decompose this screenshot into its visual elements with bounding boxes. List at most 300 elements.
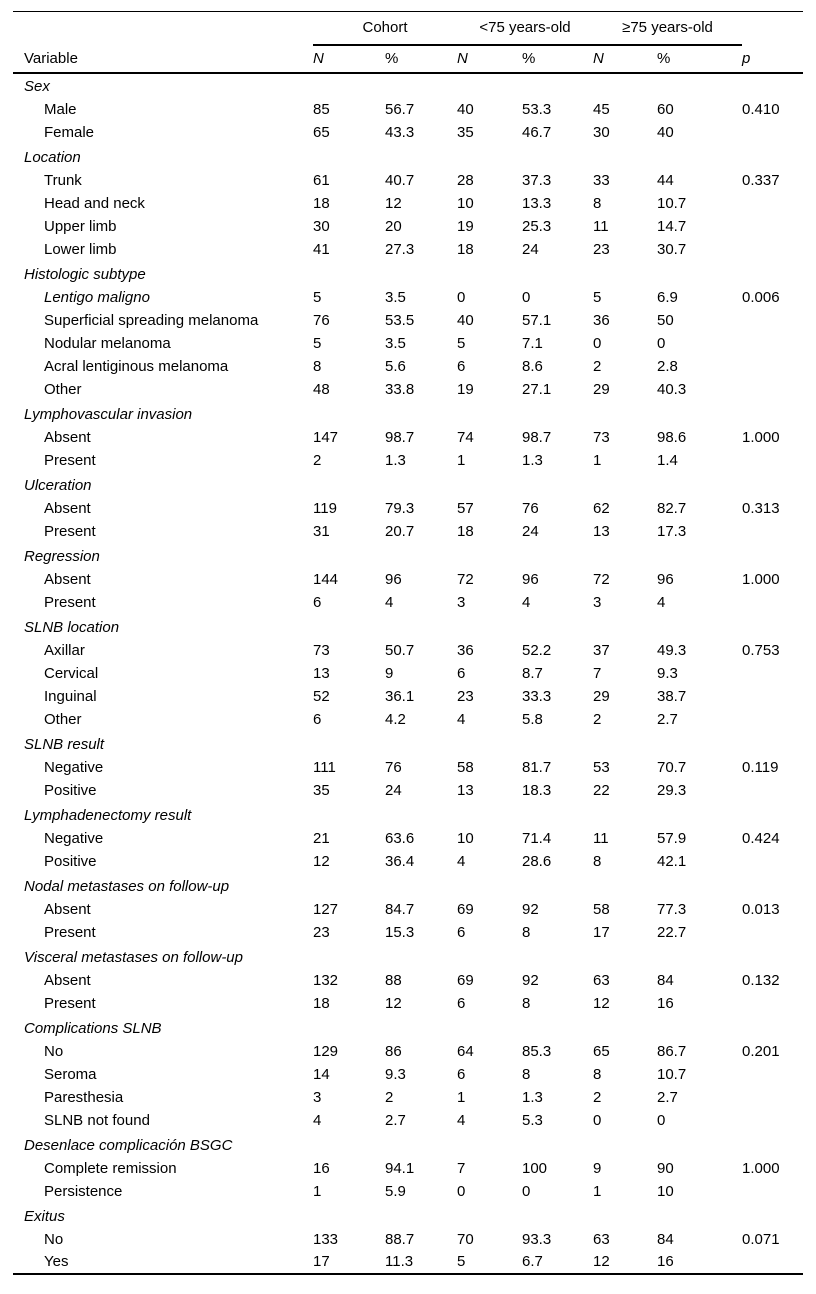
n-cohort: 5 bbox=[313, 334, 322, 352]
n-over75: 1 bbox=[593, 1182, 602, 1200]
n-over75: 63 bbox=[593, 971, 610, 989]
pct-over75: 0 bbox=[657, 1111, 666, 1129]
n-under75: 1 bbox=[457, 1088, 466, 1106]
pct-under75: 0 bbox=[522, 1182, 531, 1200]
n-cohort: 3 bbox=[313, 1088, 322, 1106]
section-header-row bbox=[13, 261, 803, 286]
pct-cohort: 98.7 bbox=[385, 428, 415, 446]
group-header-spacer bbox=[13, 12, 313, 45]
p-value bbox=[742, 591, 803, 614]
pct-over75: 40 bbox=[657, 123, 674, 141]
pct-cohort: 63.6 bbox=[385, 829, 415, 847]
pct-over75: 16 bbox=[657, 994, 674, 1012]
n-under75: 6 bbox=[457, 357, 466, 375]
pct-over75: 29.3 bbox=[657, 781, 687, 799]
pct-over75: 16 bbox=[657, 1253, 674, 1270]
n-cohort: 41 bbox=[313, 240, 330, 258]
pct-over75: 90 bbox=[657, 1159, 674, 1177]
n-under75: 18 bbox=[457, 240, 474, 258]
p-value: 0.313 bbox=[742, 499, 780, 517]
row-label: Absent bbox=[44, 499, 91, 517]
n-over75: 9 bbox=[593, 1159, 602, 1177]
n-cohort: 14 bbox=[313, 1065, 330, 1083]
pct-cohort: 27.3 bbox=[385, 240, 415, 258]
pct-cohort: 4 bbox=[385, 593, 394, 611]
data-row bbox=[13, 850, 803, 873]
n-over75: 12 bbox=[593, 994, 610, 1012]
n-under75: 35 bbox=[457, 123, 474, 141]
n-over75: 2 bbox=[593, 1088, 602, 1106]
data-row bbox=[13, 121, 803, 144]
n-under75: 70 bbox=[457, 1230, 474, 1248]
n-cohort: 111 bbox=[313, 758, 336, 776]
p-value: 0.006 bbox=[742, 288, 780, 306]
n-over75: 29 bbox=[593, 687, 610, 705]
section-header-row bbox=[13, 1132, 803, 1157]
n-cohort: 61 bbox=[313, 171, 330, 189]
pct-under75: 93.3 bbox=[522, 1230, 552, 1248]
pct-cohort: 20 bbox=[385, 217, 402, 235]
pct-under75: 76 bbox=[522, 499, 539, 517]
pct-cohort: 9 bbox=[385, 664, 394, 682]
column-header-n-under75: N bbox=[457, 45, 522, 73]
n-over75: 8 bbox=[593, 194, 602, 212]
pct-cohort: 12 bbox=[385, 994, 402, 1012]
p-value bbox=[742, 662, 803, 685]
n-under75: 10 bbox=[457, 194, 474, 212]
n-under75: 6 bbox=[457, 664, 466, 682]
pct-cohort: 1.3 bbox=[385, 451, 406, 469]
pct-cohort: 33.8 bbox=[385, 380, 415, 398]
row-label: Trunk bbox=[44, 171, 82, 189]
n-cohort: 16 bbox=[313, 1159, 330, 1177]
n-over75: 63 bbox=[593, 1230, 610, 1248]
data-row bbox=[13, 1109, 803, 1132]
n-over75: 12 bbox=[593, 1253, 610, 1270]
n-over75: 7 bbox=[593, 664, 602, 682]
row-label: Inguinal bbox=[44, 687, 97, 705]
n-under75: 74 bbox=[457, 428, 474, 446]
data-row bbox=[13, 591, 803, 614]
n-under75: 69 bbox=[457, 900, 474, 918]
row-label: Absent bbox=[44, 428, 91, 446]
section-title: Histologic subtype bbox=[24, 265, 146, 283]
pct-under75: 46.7 bbox=[522, 123, 552, 141]
n-under75: 0 bbox=[457, 1182, 466, 1200]
pct-over75: 6.9 bbox=[657, 288, 678, 306]
n-under75: 6 bbox=[457, 923, 466, 941]
pct-cohort: 84.7 bbox=[385, 900, 415, 918]
group-header-p-spacer bbox=[742, 12, 803, 45]
n-cohort: 23 bbox=[313, 923, 330, 941]
n-over75: 33 bbox=[593, 171, 610, 189]
row-label: Other bbox=[44, 710, 82, 728]
pct-under75: 33.3 bbox=[522, 687, 552, 705]
pct-cohort: 15.3 bbox=[385, 923, 415, 941]
pct-over75: 0 bbox=[657, 334, 666, 352]
pct-over75: 57.9 bbox=[657, 829, 687, 847]
row-label: Nodular melanoma bbox=[44, 334, 171, 352]
data-row bbox=[13, 378, 803, 401]
n-cohort: 18 bbox=[313, 194, 330, 212]
n-cohort: 133 bbox=[313, 1230, 339, 1248]
pct-under75: 100 bbox=[522, 1159, 548, 1177]
p-value bbox=[742, 215, 803, 238]
section-title: Desenlace complicación BSGC bbox=[24, 1136, 233, 1154]
p-value bbox=[742, 1086, 803, 1109]
row-label: Present bbox=[44, 451, 96, 469]
pct-under75: 52.2 bbox=[522, 641, 552, 659]
pct-under75: 0 bbox=[522, 288, 531, 306]
n-over75: 62 bbox=[593, 499, 610, 517]
n-under75: 19 bbox=[457, 380, 474, 398]
pct-cohort: 36.4 bbox=[385, 852, 415, 870]
data-row bbox=[13, 286, 803, 309]
n-cohort: 31 bbox=[313, 522, 330, 540]
pct-cohort: 43.3 bbox=[385, 123, 415, 141]
n-cohort: 132 bbox=[313, 971, 339, 989]
pct-cohort: 40.7 bbox=[385, 171, 415, 189]
n-cohort: 2 bbox=[313, 451, 322, 469]
section-header-row bbox=[13, 614, 803, 639]
pct-under75: 6.7 bbox=[522, 1253, 543, 1270]
pct-cohort: 94.1 bbox=[385, 1159, 415, 1177]
pct-cohort: 5.9 bbox=[385, 1182, 406, 1200]
row-label: Present bbox=[44, 923, 96, 941]
row-label: Axillar bbox=[44, 641, 85, 659]
pct-cohort: 88 bbox=[385, 971, 402, 989]
pct-under75: 71.4 bbox=[522, 829, 552, 847]
n-under75: 19 bbox=[457, 217, 474, 235]
p-value: 0.424 bbox=[742, 829, 780, 847]
pct-under75: 5.3 bbox=[522, 1111, 543, 1129]
n-under75: 57 bbox=[457, 499, 474, 517]
pct-cohort: 36.1 bbox=[385, 687, 415, 705]
pct-under75: 8 bbox=[522, 923, 531, 941]
p-value bbox=[742, 779, 803, 802]
row-label: Present bbox=[44, 994, 96, 1012]
section-title: Lymphadenectomy result bbox=[24, 806, 192, 824]
data-row bbox=[13, 921, 803, 944]
n-under75: 1 bbox=[457, 451, 466, 469]
pct-cohort: 5.6 bbox=[385, 357, 406, 375]
section-title: Nodal metastases on follow-up bbox=[24, 877, 230, 895]
section-title: Sex bbox=[24, 78, 50, 95]
pct-under75: 96 bbox=[522, 570, 539, 588]
n-under75: 72 bbox=[457, 570, 474, 588]
p-value bbox=[742, 332, 803, 355]
p-value bbox=[742, 378, 803, 401]
row-label: Negative bbox=[44, 758, 104, 776]
p-value bbox=[742, 192, 803, 215]
n-over75: 0 bbox=[593, 1111, 602, 1129]
data-row bbox=[13, 708, 803, 731]
pct-under75: 8.7 bbox=[522, 664, 543, 682]
pct-cohort: 4.2 bbox=[385, 710, 406, 728]
pct-under75: 92 bbox=[522, 971, 539, 989]
section-title: Location bbox=[24, 148, 81, 166]
data-row bbox=[13, 520, 803, 543]
pct-cohort: 24 bbox=[385, 781, 402, 799]
pct-under75: 5.8 bbox=[522, 710, 543, 728]
n-under75: 23 bbox=[457, 687, 474, 705]
data-row bbox=[13, 779, 803, 802]
p-value: 1.000 bbox=[742, 428, 780, 446]
row-label: Absent bbox=[44, 971, 91, 989]
column-header-n-cohort: N bbox=[313, 45, 385, 73]
row-label: Acral lentiginous melanoma bbox=[44, 357, 229, 375]
pct-under75: 37.3 bbox=[522, 171, 552, 189]
pct-under75: 18.3 bbox=[522, 781, 552, 799]
table-body bbox=[13, 73, 803, 1274]
n-under75: 28 bbox=[457, 171, 474, 189]
pct-under75: 53.3 bbox=[522, 100, 552, 118]
pct-under75: 8.6 bbox=[522, 357, 543, 375]
n-cohort: 6 bbox=[313, 710, 322, 728]
pct-over75: 44 bbox=[657, 171, 674, 189]
data-row bbox=[13, 1086, 803, 1109]
n-over75: 8 bbox=[593, 1065, 602, 1083]
n-over75: 37 bbox=[593, 641, 610, 659]
column-header-p: p bbox=[742, 45, 803, 73]
group-header-row bbox=[13, 12, 803, 45]
pct-over75: 84 bbox=[657, 971, 674, 989]
n-over75: 65 bbox=[593, 1042, 610, 1060]
section-header-row bbox=[13, 1015, 803, 1040]
pct-cohort: 20.7 bbox=[385, 522, 415, 540]
row-label: Present bbox=[44, 593, 96, 611]
n-over75: 30 bbox=[593, 123, 610, 141]
p-value bbox=[742, 1251, 803, 1274]
n-under75: 6 bbox=[457, 1065, 466, 1083]
pct-over75: 60 bbox=[657, 100, 674, 118]
section-title: Visceral metastases on follow-up bbox=[24, 948, 243, 966]
data-row bbox=[13, 1251, 803, 1274]
patient-characteristics-table bbox=[13, 11, 803, 1275]
p-value bbox=[742, 1063, 803, 1086]
n-cohort: 76 bbox=[313, 311, 330, 329]
data-row bbox=[13, 449, 803, 472]
section-header-row bbox=[13, 944, 803, 969]
n-under75: 13 bbox=[457, 781, 474, 799]
p-value bbox=[742, 309, 803, 332]
pct-under75: 1.3 bbox=[522, 1088, 543, 1106]
n-cohort: 18 bbox=[313, 994, 330, 1012]
column-header-variable: Variable bbox=[13, 45, 313, 73]
data-row bbox=[13, 1180, 803, 1203]
n-over75: 53 bbox=[593, 758, 610, 776]
row-label: Persistence bbox=[44, 1182, 123, 1200]
n-over75: 5 bbox=[593, 288, 602, 306]
pct-over75: 40.3 bbox=[657, 380, 687, 398]
group-header-over75: ≥75 years-old bbox=[593, 12, 742, 45]
n-cohort: 4 bbox=[313, 1111, 322, 1129]
pct-over75: 98.6 bbox=[657, 428, 687, 446]
column-header-pct-cohort: % bbox=[385, 45, 457, 73]
row-label: Female bbox=[44, 123, 95, 141]
p-value: 0.337 bbox=[742, 171, 780, 189]
p-value: 0.071 bbox=[742, 1230, 780, 1248]
n-over75: 2 bbox=[593, 710, 602, 728]
data-row bbox=[13, 309, 803, 332]
pct-cohort: 53.5 bbox=[385, 311, 415, 329]
row-label: Seroma bbox=[44, 1065, 97, 1083]
n-cohort: 6 bbox=[313, 593, 322, 611]
p-value bbox=[742, 355, 803, 378]
p-value bbox=[742, 121, 803, 144]
row-label: Lentigo maligno bbox=[44, 288, 150, 306]
n-over75: 22 bbox=[593, 781, 610, 799]
pct-over75: 17.3 bbox=[657, 522, 687, 540]
pct-over75: 86.7 bbox=[657, 1042, 687, 1060]
pct-over75: 77.3 bbox=[657, 900, 687, 918]
data-row bbox=[13, 1157, 803, 1180]
p-value bbox=[742, 1109, 803, 1132]
pct-over75: 2.7 bbox=[657, 1088, 678, 1106]
section-header-row bbox=[13, 1203, 803, 1228]
p-value: 0.132 bbox=[742, 971, 780, 989]
n-cohort: 12 bbox=[313, 852, 330, 870]
pct-cohort: 9.3 bbox=[385, 1065, 406, 1083]
pct-cohort: 88.7 bbox=[385, 1230, 415, 1248]
n-cohort: 5 bbox=[313, 288, 322, 306]
p-value: 0.119 bbox=[742, 758, 779, 776]
n-under75: 4 bbox=[457, 710, 466, 728]
pct-over75: 4 bbox=[657, 593, 666, 611]
pct-cohort: 11.3 bbox=[385, 1253, 414, 1270]
row-label: Positive bbox=[44, 852, 97, 870]
n-cohort: 30 bbox=[313, 217, 330, 235]
n-over75: 17 bbox=[593, 923, 610, 941]
n-over75: 8 bbox=[593, 852, 602, 870]
section-title: SLNB result bbox=[24, 735, 105, 753]
row-label: Negative bbox=[44, 829, 104, 847]
p-value: 0.201 bbox=[742, 1042, 780, 1060]
data-row bbox=[13, 1040, 803, 1063]
section-title: Exitus bbox=[24, 1207, 65, 1225]
pct-under75: 57.1 bbox=[522, 311, 552, 329]
p-value: 1.000 bbox=[742, 1159, 780, 1177]
pct-over75: 70.7 bbox=[657, 758, 687, 776]
pct-under75: 92 bbox=[522, 900, 539, 918]
data-row bbox=[13, 192, 803, 215]
group-header-under75: <75 years-old bbox=[457, 12, 593, 45]
section-header-row bbox=[13, 73, 803, 98]
pct-over75: 96 bbox=[657, 570, 674, 588]
n-under75: 40 bbox=[457, 311, 474, 329]
data-row bbox=[13, 568, 803, 591]
pct-over75: 10 bbox=[657, 1182, 674, 1200]
data-row bbox=[13, 756, 803, 779]
pct-under75: 8 bbox=[522, 994, 531, 1012]
n-under75: 5 bbox=[457, 1253, 466, 1270]
row-label: Head and neck bbox=[44, 194, 145, 212]
row-label: SLNB not found bbox=[44, 1111, 150, 1129]
p-value bbox=[742, 992, 803, 1015]
row-label: Male bbox=[44, 100, 77, 118]
n-under75: 6 bbox=[457, 994, 466, 1012]
n-cohort: 21 bbox=[313, 829, 330, 847]
p-value: 0.753 bbox=[742, 641, 780, 659]
row-label: Absent bbox=[44, 900, 91, 918]
pct-cohort: 12 bbox=[385, 194, 402, 212]
data-row bbox=[13, 992, 803, 1015]
pct-under75: 25.3 bbox=[522, 217, 552, 235]
pct-over75: 2.7 bbox=[657, 710, 678, 728]
section-title: Complications SLNB bbox=[24, 1019, 162, 1037]
n-cohort: 144 bbox=[313, 570, 339, 588]
p-value bbox=[742, 1180, 803, 1203]
n-over75: 2 bbox=[593, 357, 602, 375]
pct-over75: 49.3 bbox=[657, 641, 687, 659]
pct-over75: 38.7 bbox=[657, 687, 687, 705]
section-title: SLNB location bbox=[24, 618, 120, 636]
n-cohort: 147 bbox=[313, 428, 339, 446]
data-row bbox=[13, 898, 803, 921]
p-value bbox=[742, 449, 803, 472]
n-under75: 58 bbox=[457, 758, 474, 776]
p-value bbox=[742, 238, 803, 261]
n-over75: 23 bbox=[593, 240, 610, 258]
row-label: No bbox=[44, 1042, 64, 1060]
pct-over75: 50 bbox=[657, 311, 674, 329]
data-row bbox=[13, 98, 803, 121]
row-label: Yes bbox=[44, 1253, 69, 1270]
n-under75: 4 bbox=[457, 852, 466, 870]
pct-under75: 24 bbox=[522, 240, 539, 258]
row-label: Paresthesia bbox=[44, 1088, 124, 1106]
row-label: Other bbox=[44, 380, 82, 398]
section-header-row bbox=[13, 472, 803, 497]
n-cohort: 119 bbox=[313, 499, 337, 517]
pct-under75: 81.7 bbox=[522, 758, 552, 776]
pct-cohort: 96 bbox=[385, 570, 402, 588]
row-label: Absent bbox=[44, 570, 91, 588]
row-label: Complete remission bbox=[44, 1159, 177, 1177]
n-cohort: 129 bbox=[313, 1042, 339, 1060]
pct-cohort: 56.7 bbox=[385, 100, 415, 118]
pct-over75: 10.7 bbox=[657, 194, 687, 212]
p-value bbox=[742, 850, 803, 873]
section-title: Regression bbox=[24, 547, 100, 565]
n-under75: 0 bbox=[457, 288, 466, 306]
pct-cohort: 50.7 bbox=[385, 641, 415, 659]
n-under75: 36 bbox=[457, 641, 474, 659]
n-cohort: 35 bbox=[313, 781, 330, 799]
pct-under75: 4 bbox=[522, 593, 531, 611]
n-cohort: 127 bbox=[313, 900, 339, 918]
data-row bbox=[13, 639, 803, 662]
pct-under75: 1.3 bbox=[522, 451, 543, 469]
row-label: Superficial spreading melanoma bbox=[44, 311, 259, 329]
pct-under75: 8 bbox=[522, 1065, 531, 1083]
pct-over75: 22.7 bbox=[657, 923, 687, 941]
n-under75: 10 bbox=[457, 829, 474, 847]
row-label: Cervical bbox=[44, 664, 99, 682]
n-over75: 29 bbox=[593, 380, 610, 398]
n-over75: 73 bbox=[593, 428, 610, 446]
data-row bbox=[13, 662, 803, 685]
section-header-row bbox=[13, 873, 803, 898]
row-label: Present bbox=[44, 522, 96, 540]
n-under75: 64 bbox=[457, 1042, 474, 1060]
n-under75: 18 bbox=[457, 522, 474, 540]
pct-under75: 24 bbox=[522, 522, 539, 540]
pct-cohort: 2 bbox=[385, 1088, 394, 1106]
pct-over75: 84 bbox=[657, 1230, 674, 1248]
data-row bbox=[13, 426, 803, 449]
p-value bbox=[742, 708, 803, 731]
